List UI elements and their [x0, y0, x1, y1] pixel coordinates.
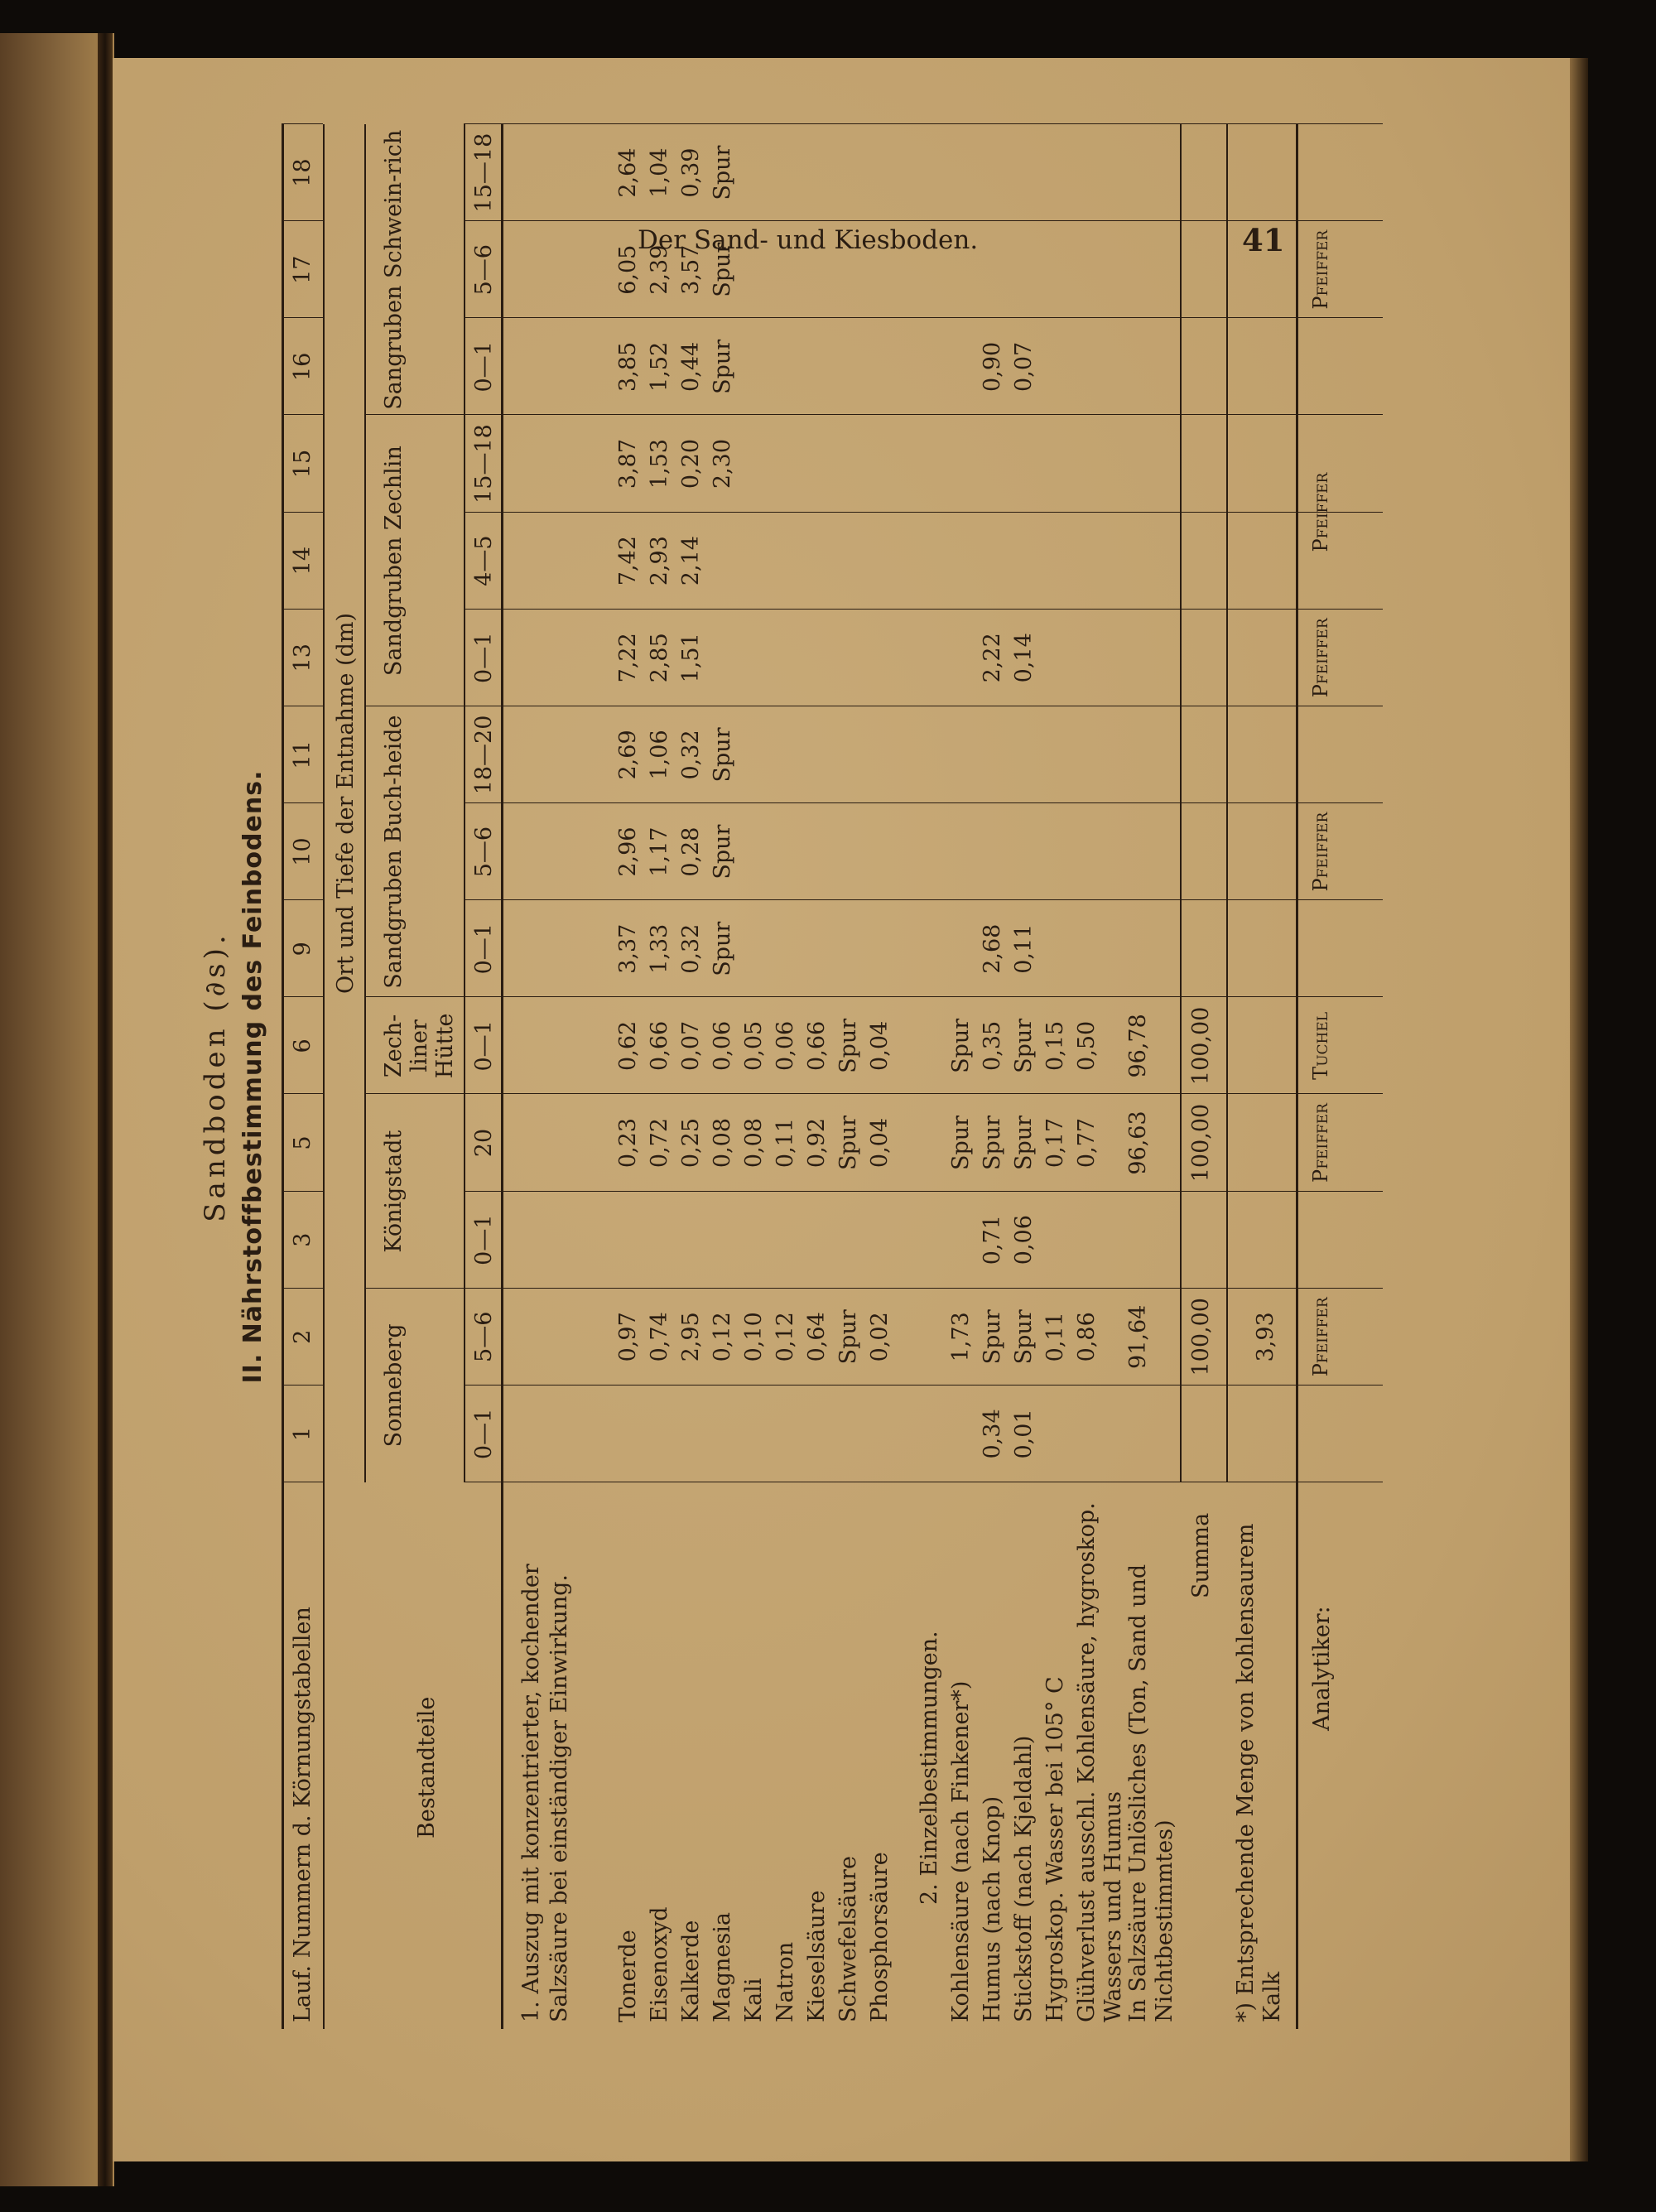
- column-divider: [282, 899, 323, 900]
- column-divider: [282, 802, 323, 803]
- ort-header: Ort und Tiefe der Entnahme (dm): [333, 613, 359, 994]
- table-row-label: Kalkerde: [678, 1920, 704, 2022]
- analytiker-divider: [1296, 609, 1346, 610]
- value-cell: 96,78: [1125, 1014, 1151, 1078]
- col-number: 3: [290, 1232, 315, 1247]
- column-divider: [464, 1288, 1383, 1289]
- table-row-label: Tonerde: [615, 1930, 641, 2022]
- column-divider: [464, 1093, 1383, 1094]
- value-cell: 0,64: [804, 1312, 830, 1362]
- value-cell: Spur: [835, 1309, 861, 1365]
- value-cell: 0,92: [804, 1117, 830, 1169]
- value-cell: 2,39: [647, 244, 672, 295]
- depth-cell: 5—6: [471, 826, 497, 878]
- location-name: Königstadt: [381, 1130, 407, 1253]
- location-name: Sandgruben Zechlin: [381, 446, 407, 677]
- value-cell: 91,64: [1125, 1304, 1151, 1369]
- summa-cell: 100,00: [1188, 1298, 1214, 1376]
- value-cell: Spur: [710, 824, 735, 879]
- value-cell: 2,93: [647, 536, 672, 586]
- value-cell: 0,11: [1011, 923, 1037, 974]
- location-divider: [364, 414, 464, 415]
- analytiker-name: Pfeiffer: [1309, 812, 1332, 892]
- table-row-label: Stickstoff (nach Kjeldahl): [1011, 1735, 1037, 2022]
- col-number: 10: [290, 837, 315, 866]
- running-title: Der Sand- und Kiesboden.: [638, 225, 979, 255]
- column-divider: [464, 609, 1383, 610]
- page-number: 41: [1242, 222, 1285, 258]
- analytiker-label: Analytiker:: [1309, 1606, 1335, 1731]
- value-cell: 1,53: [647, 438, 672, 489]
- value-cell: 0,04: [867, 1117, 893, 1169]
- value-cell: 0,06: [1011, 1215, 1037, 1265]
- value-cell: 0,12: [710, 1312, 735, 1362]
- table-row-label: Natron: [773, 1941, 798, 2022]
- location-name: Zech-liner Hütte: [381, 1013, 459, 1079]
- value-cell: 2,14: [678, 536, 704, 586]
- col-number: 17: [290, 255, 315, 284]
- value-cell: 7,42: [615, 536, 641, 586]
- depth-cell: 0—1: [471, 341, 497, 393]
- value-cell: 1,51: [678, 633, 704, 683]
- value-cell: 0,66: [804, 1020, 830, 1071]
- value-cell: 1,04: [647, 147, 672, 198]
- column-divider: [282, 512, 323, 513]
- value-cell: 1,73: [948, 1312, 974, 1362]
- value-cell: 0,50: [1074, 1020, 1100, 1071]
- value-cell: 0,02: [867, 1312, 893, 1362]
- column-divider: [282, 220, 323, 221]
- depth-cell: 15—18: [471, 424, 497, 504]
- value-cell: 0,44: [678, 341, 704, 392]
- column-divider: [464, 996, 1383, 997]
- value-cell: 0,28: [678, 826, 704, 877]
- value-cell: Spur: [710, 339, 735, 394]
- column-divider: [282, 1288, 323, 1289]
- value-cell: 0,07: [678, 1020, 704, 1071]
- value-cell: 96,63: [1125, 1111, 1151, 1175]
- value-cell: 0,15: [1042, 1020, 1068, 1071]
- value-cell: 0,74: [647, 1312, 672, 1362]
- location-name: Sonneberg: [381, 1323, 407, 1448]
- column-divider: [464, 123, 1383, 124]
- value-cell: 2,30: [710, 438, 735, 489]
- ort-header-rule: [364, 124, 366, 1482]
- col-number: 5: [290, 1135, 315, 1150]
- value-cell: 0,32: [678, 923, 704, 974]
- depth-cell: 0—1: [471, 923, 497, 975]
- table-row-label: Glühverlust ausschl. Kohlensäure, hygroskop. Wassers und Humus: [1074, 1502, 1127, 2022]
- depth-cell: 0—1: [471, 1020, 497, 1072]
- value-cell: Spur: [710, 727, 735, 783]
- footnote-cell: 3,93: [1253, 1312, 1278, 1362]
- column-divider: [282, 609, 323, 610]
- table-row-label: Magnesia: [710, 1912, 735, 2022]
- location-name: Sangruben Schwein-rich: [381, 129, 407, 410]
- value-cell: 0,01: [1011, 1409, 1037, 1459]
- column-divider: [464, 512, 1383, 513]
- table-caption-subtitle: II. Nährstoffbestimmung des Feinbodens.: [238, 769, 267, 1384]
- col-number: 14: [290, 546, 315, 576]
- column-divider: [282, 1093, 323, 1094]
- value-cell: 0,39: [678, 147, 704, 198]
- analytiker-divider: [1296, 123, 1346, 124]
- analytiker-name: Pfeiffer: [1309, 472, 1332, 552]
- value-cell: 1,52: [647, 341, 672, 392]
- column-divider: [282, 1191, 323, 1192]
- value-cell: 0,06: [773, 1020, 798, 1071]
- value-cell: Spur: [710, 145, 735, 200]
- value-cell: 0,12: [773, 1312, 798, 1362]
- location-name: Sandgruben Buch-heide: [381, 715, 407, 989]
- col-number: 9: [290, 942, 315, 957]
- book-spine: [98, 33, 113, 2186]
- value-cell: 3,87: [615, 438, 641, 489]
- footnote-label: *) Entsprechende Menge von kohlensaurem Kalk: [1233, 1523, 1286, 2022]
- value-cell: 0,14: [1011, 633, 1037, 683]
- value-cell: Spur: [980, 1309, 1005, 1365]
- page-edge-shadow: [1570, 58, 1588, 2161]
- col-number: 1: [290, 1426, 315, 1442]
- value-cell: 0,86: [1074, 1312, 1100, 1362]
- value-cell: 0,32: [678, 730, 704, 780]
- value-cell: Spur: [835, 1115, 861, 1171]
- table-row-label: In Salzsäure Unlösliches (Ton, Sand und Nichtbestimmtes): [1125, 1564, 1178, 2022]
- analytiker-divider: [1296, 996, 1346, 997]
- analytiker-name: Pfeiffer: [1309, 229, 1332, 310]
- value-cell: 2,95: [678, 1312, 704, 1362]
- nutrient-table: [282, 124, 1457, 2029]
- value-cell: 0,11: [773, 1117, 798, 1169]
- col-number: 15: [290, 449, 315, 479]
- value-cell: 6,05: [615, 244, 641, 295]
- value-cell: 0,35: [980, 1020, 1005, 1071]
- table-row-label: Kohlensäure (nach Finkener*): [948, 1680, 974, 2022]
- value-cell: Spur: [710, 921, 735, 976]
- depth-cell: 0—1: [471, 1408, 497, 1460]
- column-divider: [282, 996, 323, 997]
- table-row-label: Schwefelsäure: [835, 1856, 861, 2022]
- value-cell: 0,72: [647, 1117, 672, 1169]
- column-divider: [464, 899, 1383, 900]
- value-cell: 0,77: [1074, 1117, 1100, 1169]
- value-cell: 0,10: [741, 1312, 767, 1362]
- col-number: 13: [290, 643, 315, 672]
- value-cell: Spur: [1011, 1115, 1037, 1171]
- table-row-label: Kali: [741, 1978, 767, 2022]
- value-cell: 0,34: [980, 1409, 1005, 1459]
- value-cell: 0,23: [615, 1117, 641, 1169]
- col-number: 11: [290, 740, 315, 769]
- depth-cell: 0—1: [471, 632, 497, 683]
- value-cell: Spur: [835, 1018, 861, 1073]
- value-cell: 0,08: [710, 1117, 735, 1169]
- col-number: 16: [290, 352, 315, 382]
- value-cell: 0,20: [678, 438, 704, 489]
- value-cell: 0,04: [867, 1020, 893, 1071]
- analytiker-name: Pfeiffer: [1309, 618, 1332, 698]
- analytiker-rule: [1296, 124, 1298, 2029]
- value-cell: 3,85: [615, 341, 641, 392]
- column-divider: [464, 802, 1383, 803]
- depth-cell: 5—6: [471, 1311, 497, 1362]
- analytiker-name: Pfeiffer: [1309, 1297, 1332, 1377]
- table-caption-title: Sandboden (∂s).: [199, 931, 232, 1222]
- value-cell: Spur: [980, 1115, 1005, 1171]
- depth-cell: 0—1: [471, 1214, 497, 1265]
- column-divider: [464, 1191, 1383, 1192]
- value-cell: 1,17: [647, 826, 672, 877]
- depth-cell: 18—20: [471, 715, 497, 795]
- value-cell: Spur: [1011, 1018, 1037, 1073]
- value-cell: 1,06: [647, 730, 672, 780]
- depth-cell: 15—18: [471, 133, 497, 213]
- column-divider: [282, 414, 323, 415]
- depth-cell: 5—6: [471, 244, 497, 296]
- value-cell: 2,69: [615, 730, 641, 780]
- column-divider: [464, 317, 1383, 318]
- location-divider: [364, 1093, 464, 1094]
- column-divider: [464, 1385, 1383, 1386]
- value-cell: 0,66: [647, 1020, 672, 1071]
- section-1-label: 1. Auszug mit konzentrierter, kochender Salzsäure bei einständiger Einwirkung.: [518, 1564, 572, 2022]
- value-cell: 0,11: [1042, 1312, 1068, 1362]
- table-row-label: Eisenoxyd: [647, 1906, 672, 2022]
- summa-cell: 100,00: [1188, 1103, 1214, 1183]
- analytiker-divider: [1296, 1191, 1346, 1192]
- value-cell: 0,05: [741, 1020, 767, 1071]
- analytiker-name: Tuchel: [1309, 1011, 1332, 1080]
- depth-cell: 20: [471, 1128, 497, 1158]
- number-row-rule: [323, 124, 325, 2029]
- section-2-label: 2. Einzelbestimmungen.: [917, 1631, 942, 1905]
- value-cell: 0,97: [615, 1312, 641, 1362]
- col-number: 18: [290, 158, 315, 187]
- value-cell: 2,96: [615, 826, 641, 877]
- summa-label: Summa: [1188, 1512, 1214, 1598]
- value-cell: Spur: [948, 1115, 974, 1171]
- summa-cell: 100,00: [1188, 1006, 1214, 1086]
- summa-bottom-rule: [1226, 124, 1228, 1482]
- location-divider: [364, 996, 464, 997]
- value-cell: 2,64: [615, 147, 641, 198]
- value-cell: 0,17: [1042, 1117, 1068, 1169]
- table-row-label: Phosphorsäure: [867, 1852, 893, 2022]
- col-number: 2: [290, 1329, 315, 1344]
- value-cell: 0,25: [678, 1117, 704, 1169]
- table-row-label: Humus (nach Knop): [980, 1795, 1005, 2022]
- value-cell: Spur: [710, 242, 735, 297]
- value-cell: 0,08: [741, 1117, 767, 1169]
- analytiker-divider: [1296, 1093, 1346, 1094]
- location-rule: [464, 124, 465, 1482]
- value-cell: 0,90: [980, 341, 1005, 392]
- value-cell: Spur: [1011, 1309, 1037, 1365]
- bestandteile-label: Bestandteile: [414, 1696, 440, 1839]
- summa-rule: [1180, 124, 1182, 1482]
- value-cell: Spur: [948, 1018, 974, 1073]
- row-header-label: Lauf. Nummern d. Körnungstabellen: [290, 1607, 315, 2022]
- value-cell: 3,37: [615, 923, 641, 974]
- column-divider: [464, 220, 1383, 221]
- header-bottom-rule: [501, 124, 503, 2029]
- value-cell: 2,85: [647, 633, 672, 683]
- table-top-rule: [282, 124, 284, 2029]
- column-divider: [464, 414, 1383, 415]
- value-cell: 7,22: [615, 633, 641, 683]
- col-number: 6: [290, 1039, 315, 1053]
- rotated-table-block: [199, 124, 1457, 2029]
- column-divider: [282, 123, 323, 124]
- table-row-label: Kieselsäure: [804, 1890, 830, 2022]
- value-cell: 0,07: [1011, 341, 1037, 392]
- column-divider: [282, 1385, 323, 1386]
- value-cell: 0,06: [710, 1020, 735, 1071]
- value-cell: 3,57: [678, 244, 704, 295]
- value-cell: 1,33: [647, 923, 672, 974]
- value-cell: 0,62: [615, 1020, 641, 1071]
- column-divider: [282, 317, 323, 318]
- depth-cell: 4—5: [471, 535, 497, 586]
- value-cell: 2,22: [980, 633, 1005, 683]
- location-divider: [364, 1288, 464, 1289]
- table-row-label: Hygroskop. Wasser bei 105° C: [1042, 1676, 1068, 2022]
- value-cell: 2,68: [980, 923, 1005, 974]
- analytiker-divider: [1296, 414, 1346, 415]
- value-cell: 0,71: [980, 1215, 1005, 1265]
- analytiker-name: Pfeiffer: [1309, 1103, 1332, 1183]
